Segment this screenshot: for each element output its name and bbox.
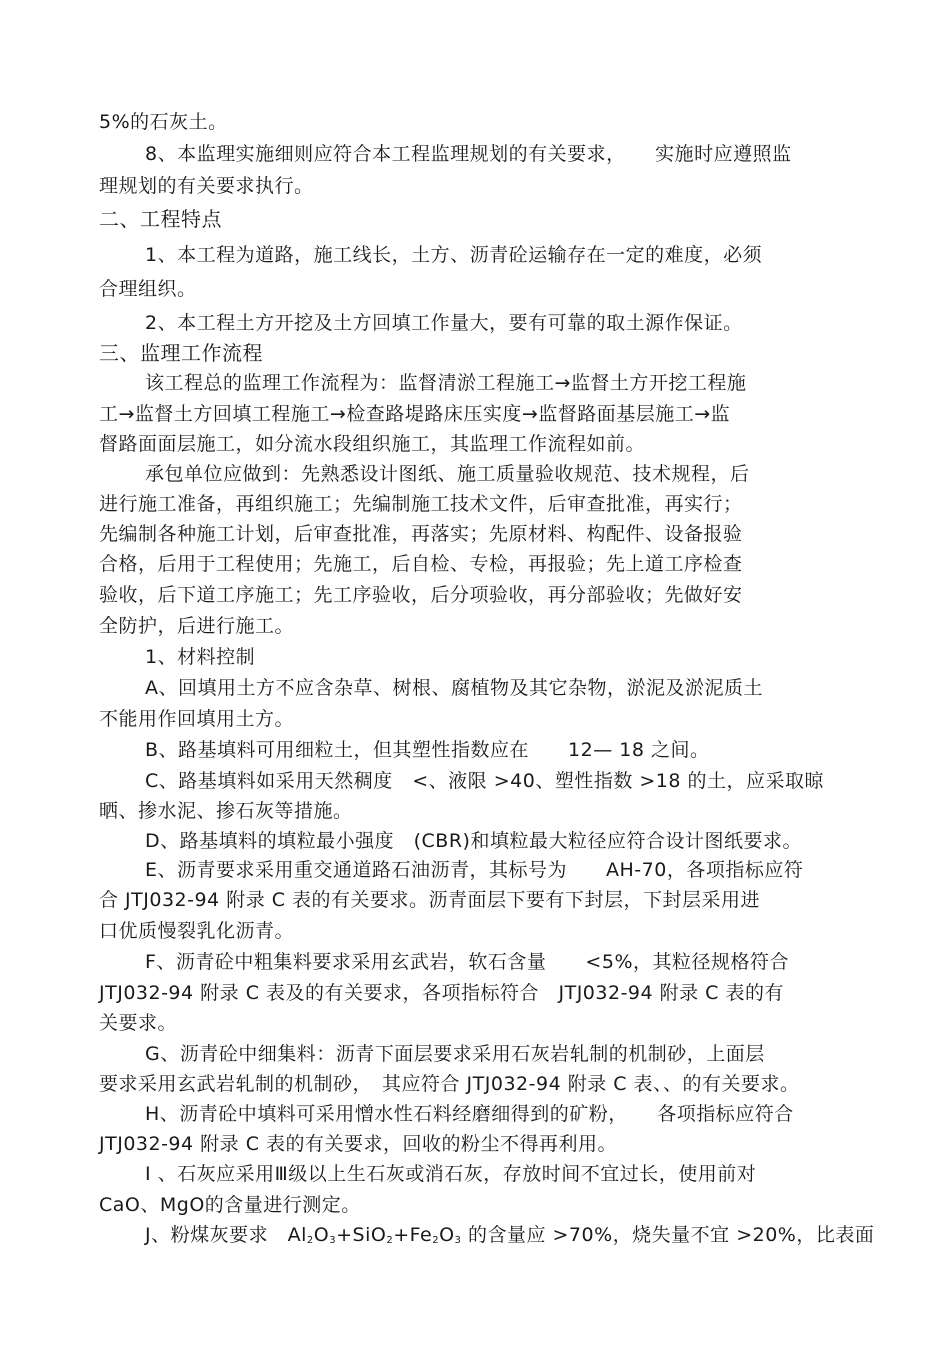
text-fragment: O xyxy=(313,1224,330,1246)
text-line: 5%的石灰土。 xyxy=(99,111,228,133)
text-line: I 、石灰应采用Ⅲ级以上生石灰或消石灰，存放时间不宜过长，使用前对 xyxy=(145,1163,757,1185)
text-line: D、路基填料的填粒最小强度 (CBR)和填粒最大粒径应符合设计图纸要求。 xyxy=(145,830,802,852)
subscript: 3 xyxy=(454,1235,462,1246)
text-line: 工→监督土方回填工程施工→检查路堤路床压实度→监督路面基层施工→监 xyxy=(99,403,731,425)
subsection-heading: 1、材料控制 xyxy=(145,646,256,668)
text-line: A、回填用土方不应含杂草、树根、腐植物及其它杂物，淤泥及淤泥质土 xyxy=(145,677,763,699)
subscript: 2 xyxy=(432,1235,440,1246)
text-line: H、沥青砼中填料可采用憎水性石料经磨细得到的矿粉， 各项指标应符合 xyxy=(145,1103,794,1125)
text-line: 督路面面层施工，如分流水段组织施工，其监理工作流程如前。 xyxy=(99,433,646,455)
text-line: G、沥青砼中细集料：沥青下面层要求采用石灰岩轧制的机制砂，上面层 xyxy=(145,1043,765,1065)
text-line: 进行施工准备，再组织施工；先编制施工技术文件，后审查批准，再实行； xyxy=(99,493,743,515)
text-line: C、路基填料如采用天然稠度 <、液限 >40、塑性指数 >18 的土，应采取晾 xyxy=(145,770,825,792)
text-line: 不能用作回填用土方。 xyxy=(99,708,295,730)
text-line: 承包单位应做到：先熟悉设计图纸、施工质量验收规范、技术规程，后 xyxy=(145,463,750,485)
text-fragment: 的含量应 >70%，烧失量不宜 >20%，比表面 xyxy=(461,1224,875,1246)
text-line: B、路基填料可用细粒土，但其塑性指数应在 12— 18 之间。 xyxy=(145,739,710,761)
text-line: 1、本工程为道路，施工线长，土方、沥青砼运输存在一定的难度，必须 xyxy=(145,244,763,266)
section-heading: 三、监理工作流程 xyxy=(99,341,263,365)
text-line: 要求采用玄武岩轧制的机制砂， 其应符合 JTJ032-94 附录 C 表、、的有关要求。 xyxy=(99,1073,800,1095)
text-line: 全防护，后进行施工。 xyxy=(99,615,295,637)
text-line: 验收，后下道工序施工；先工序验收，后分项验收，再分部验收；先做好安 xyxy=(99,584,743,606)
text-fragment: J、粉煤灰要求 Al xyxy=(145,1224,307,1246)
text-line: 先编制各种施工计划，后审查批准，再落实；先原材料、构配件、设备报验 xyxy=(99,523,743,545)
text-line: 合理组织。 xyxy=(99,278,197,300)
text-line: 理规划的有关要求执行。 xyxy=(99,175,314,197)
text-line: 8、本监理实施细则应符合本工程监理规划的有关要求， 实施时应遵照监 xyxy=(145,143,792,165)
text-line: CaO、MgO的含量进行测定。 xyxy=(99,1194,361,1216)
text-fragment: +Fe xyxy=(393,1224,433,1246)
subscript: 2 xyxy=(306,1235,314,1246)
text-line: 关要求。 xyxy=(99,1012,178,1034)
subscript: 2 xyxy=(386,1235,394,1246)
text-fragment: O xyxy=(439,1224,455,1246)
text-line: E、沥青要求采用重交通道路石油沥青，其标号为 AH-70，各项指标应符 xyxy=(145,859,804,881)
text-fragment: +SiO xyxy=(336,1224,387,1246)
section-heading: 二、工程特点 xyxy=(99,207,222,231)
text-line: 合 JTJ032-94 附录 C 表的有关要求。沥青面层下要有下封层，下封层采用进 xyxy=(99,889,761,911)
text-line: JTJ032-94 附录 C 表的有关要求，回收的粉尘不得再利用。 xyxy=(99,1133,617,1155)
text-line: 合格，后用于工程使用；先施工，后自检、专检，再报验；先上道工序检查 xyxy=(99,553,743,575)
text-line: F、沥青砼中粗集料要求采用玄武岩，软石含量 <5%，其粒径规格符合 xyxy=(145,951,789,973)
text-line: 口优质慢裂乳化沥青。 xyxy=(99,920,295,942)
text-line: 晒、掺水泥、掺石灰等措施。 xyxy=(99,800,353,822)
subscript: 3 xyxy=(329,1235,337,1246)
text-line: 该工程总的监理工作流程为：监督清淤工程施工→监督土方开挖工程施 xyxy=(145,372,747,394)
text-line: 2、本工程土方开挖及土方回填工作量大，要有可靠的取土源作保证。 xyxy=(145,312,743,334)
text-line xyxy=(145,1223,874,1247)
text-line: JTJ032-94 附录 C 表及的有关要求，各项指标符合 JTJ032-94 附录 C 表的有 xyxy=(99,982,784,1004)
